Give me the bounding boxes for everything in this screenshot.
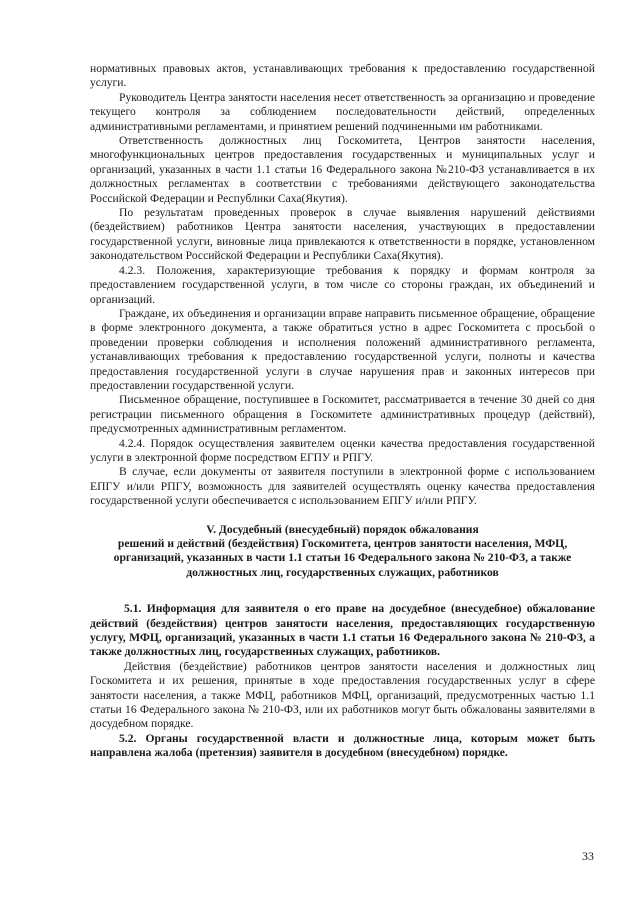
section-heading-title: V. Досудебный (внесудебный) порядок обжалования: [206, 522, 479, 536]
subsection-5-2: 5.2. Органы государственной власти и должностные лица, которым может быть направлена жалоба (претензия) заявителя в досудебном (внесудебном) порядке.: [90, 731, 595, 760]
subsection-5-1: 5.1. Информация для заявителя о его праве на досудебное (внесудебное) обжалование действий (бездействия) центров занятости населения, предоставляющих государственную услугу, МФЦ, организаций, указанных в части 1.1 статьи 16 Федерального закона № 210-ФЗ, а также должностных лиц, государственных служащих, работников.: [90, 602, 595, 659]
page-number: 33: [582, 849, 594, 863]
section-heading-subtitle: решений и действий (бездействия) Госкомитета, центров занятости населения, МФЦ, организаций, указанных в части 1.1 статьи 16 Федерального закона № 210-ФЗ, а также должностных лиц, государственных служащих, работников: [113, 537, 572, 579]
paragraph-4-2-4: 4.2.4. Порядок осуществления заявителем оценки качества предоставления государственной услуги в электронной форме посредством ЕГПУ и РПГУ.: [90, 436, 595, 464]
paragraph-continuation: нормативных правовых актов, устанавливающих требования к предоставлению государственной услуги.: [90, 62, 595, 90]
paragraph-citizens-appeal: Граждане, их объединения и организации вправе направить письменное обращение, обращение в форме электронного документа, а также обратиться устно в адрес Госкомитета с просьбой о проведении проверки соблюдения и исполнения положений административного регламента, устанавливающих требования к предоставлению государственной услуги, полноты и качества предоставления государственной услуги в случае нарушения прав и законных интересов при предоставлении государственной услуги.: [90, 306, 595, 392]
paragraph-electronic-assessment: В случае, если документы от заявителя поступили в электронной форме с использованием ЕПГУ и/или РПГУ, возможность для заявителей осуществлять оценку качества предоставления государственной услуги обеспечивается с использованием ЕПГУ и/или РПГУ.: [90, 465, 595, 508]
paragraph-appeal-actions: Действия (бездействие) работников центров занятости населения и должностных лиц Госкомитета и их решения, принятые в ходе предоставления государственных услуг в сфере занятости населения, а также МФЦ, работников МФЦ, организаций, предусмотренных частью 1.1 статьи 16 Федерального закона № 210-ФЗ, или их работников могут быть обжалованы заявителями в досудебном порядке.: [90, 659, 595, 731]
document-page: [90, 62, 595, 761]
spacer: [90, 580, 595, 602]
paragraph-inspection-results: По результатам проведенных проверок в случае выявления нарушений действиями (бездействием) работников Центра занятости населения, участвующих в предоставлении государственной услуги, виновные лица привлекаются к ответственности в порядке, установленном законодательством Российской Федерации и Республики Саха(Якутия).: [90, 206, 595, 263]
paragraph-head-responsibility: Руководитель Центра занятости населения несет ответственность за организацию и проведение текущего контроля за соблюдением последовательности действий, определенных административными регламентами, и принятием решений подчиненными им работниками.: [90, 90, 595, 133]
paragraph-written-appeal: Письменное обращение, поступившее в Госкомитет, рассматривается в течение 30 дней со дня регистрации письменного обращения в Госкомитете административных процедур (действий), предусмотренных административным регламентом.: [90, 393, 595, 436]
paragraph-4-2-3: 4.2.3. Положения, характеризующие требования к порядку и формам контроля за предоставлением государственной услуги, в том числе со стороны граждан, их объединений и организаций.: [90, 263, 595, 306]
spacer: [90, 509, 595, 523]
paragraph-officials-responsibility: Ответственность должностных лиц Госкомитета, Центров занятости населения, многофункциональных центров предоставления государственных и муниципальных услуг и организаций, указанных в части 1.1 статьи 16 Федерального закона №210-ФЗ устанавливается в их должностных регламентах в соответствии с требованиями действующего законодательства Российской Федерации и Республики Саха(Якутия).: [90, 134, 595, 205]
